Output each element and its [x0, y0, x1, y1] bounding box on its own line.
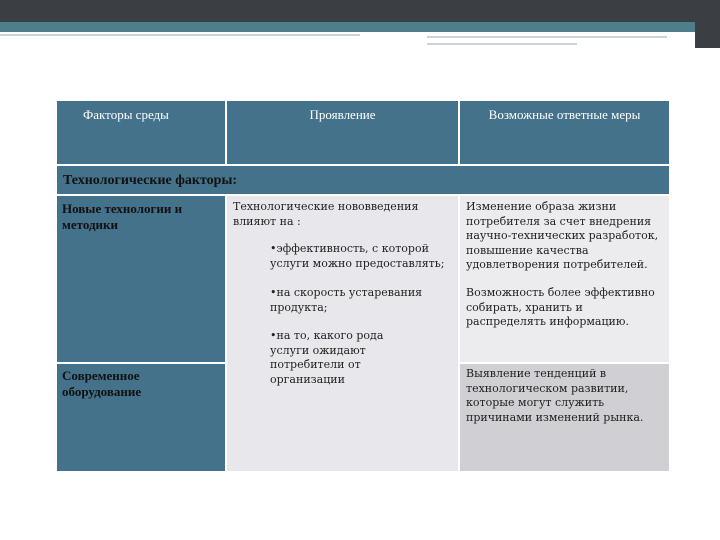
decorative-line [0, 34, 360, 36]
decorative-line [427, 43, 577, 45]
section-technological-factors [57, 166, 669, 194]
header-factors-label: Факторы среды [83, 107, 169, 122]
header-factors [57, 101, 225, 164]
section-title: Технологические факторы: [63, 173, 238, 188]
factor-label: Новые технологии и методики [62, 201, 183, 232]
manifestation-intro: Технологические нововведения влияют на : [233, 200, 419, 228]
decorative-line [427, 36, 667, 38]
header-manifestation-label: Проявление [309, 107, 376, 122]
response-text: Возможность более эффективно собирать, хранить и распределять информацию. [466, 286, 655, 328]
factor-label: Современное оборудование [62, 368, 142, 399]
factor-cell-new-technologies [57, 196, 225, 362]
header-responses [460, 101, 669, 164]
title-banner-corner [695, 0, 720, 48]
title-banner-accent [0, 22, 695, 32]
header-manifestation [227, 101, 458, 164]
factor-cell-modern-equipment [57, 364, 225, 471]
manifestation-bullet: •на то, какого рода услуги ожидают потребители от организации [270, 329, 384, 386]
response-text: Выявление тенденций в технологическом развитии, которые могут служить причинами изменений рынка. [466, 367, 644, 424]
response-text: Изменение образа жизни потребителя за счет внедрения научно-технических разработок, повышение качества удовлетворения потребителей. [466, 200, 659, 271]
manifestation-bullet: •на скорость устаревания продукта; [270, 286, 423, 314]
header-responses-label: Возможные ответные меры [488, 107, 641, 122]
title-banner [0, 0, 720, 22]
manifestation-bullet: •эффективность, с которой услуги можно предоставлять; [270, 242, 445, 270]
